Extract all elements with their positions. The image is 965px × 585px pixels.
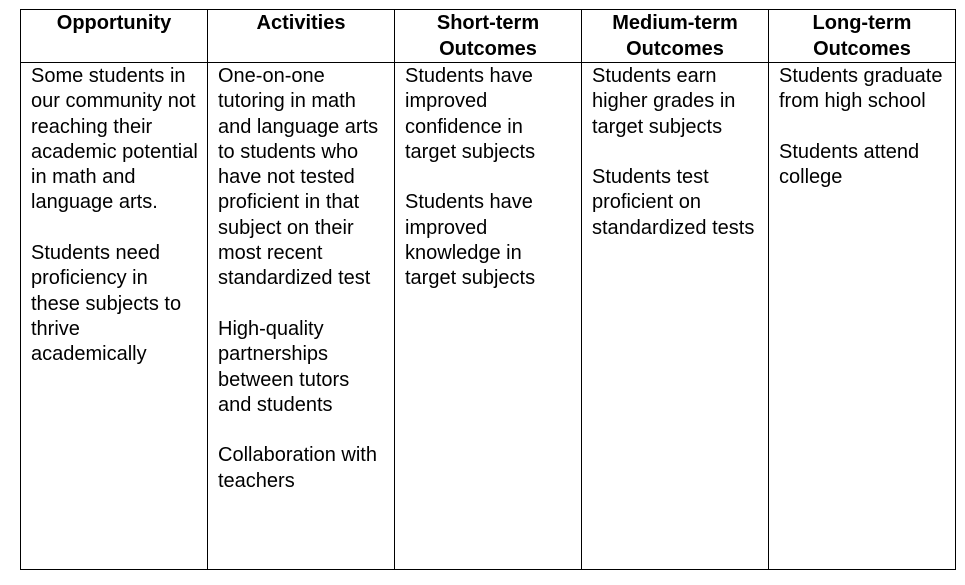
header-short-term-outcomes: Short-term Outcomes	[395, 10, 582, 63]
cell-activities	[208, 63, 395, 570]
header-activities: Activities	[208, 10, 395, 63]
cell-opportunity	[21, 63, 208, 570]
header-row	[21, 10, 956, 63]
header-long-term-outcomes: Long-term Outcomes	[769, 10, 956, 63]
short-term-outcome-paragraph: Students have improved confidence in target subjects	[405, 65, 536, 163]
cell-long-term-outcomes	[769, 63, 956, 570]
header-opportunity: Opportunity	[21, 10, 208, 63]
activity-paragraph: High-quality partnerships between tutors and students	[218, 317, 350, 416]
long-term-outcome-paragraph: Students attend college	[779, 140, 920, 189]
long-term-outcome-paragraph: Students graduate from high school	[779, 65, 943, 113]
header-medium-term-outcomes: Medium-term Outcomes	[582, 10, 769, 63]
opportunity-paragraph: Students need proficiency in these subjects to thrive academically	[31, 242, 182, 366]
opportunity-paragraph: Some students in our community not reaching their academic potential in math and language arts.	[31, 65, 198, 214]
activity-paragraph: One-on-one tutoring in math and language arts to students who have not tested proficient in that subject on their most recent standardized test	[218, 65, 379, 290]
content-row	[21, 63, 956, 570]
short-term-outcome-paragraph: Students have improved knowledge in target subjects	[405, 191, 536, 290]
medium-term-outcome-paragraph: Students earn higher grades in target subjects	[592, 65, 736, 138]
logic-model-table	[20, 9, 956, 570]
cell-short-term-outcomes	[395, 63, 582, 570]
medium-term-outcome-paragraph: Students test proficient on standardized tests	[592, 166, 755, 239]
activity-paragraph: Collaboration with teachers	[218, 444, 377, 492]
cell-medium-term-outcomes	[582, 63, 769, 570]
